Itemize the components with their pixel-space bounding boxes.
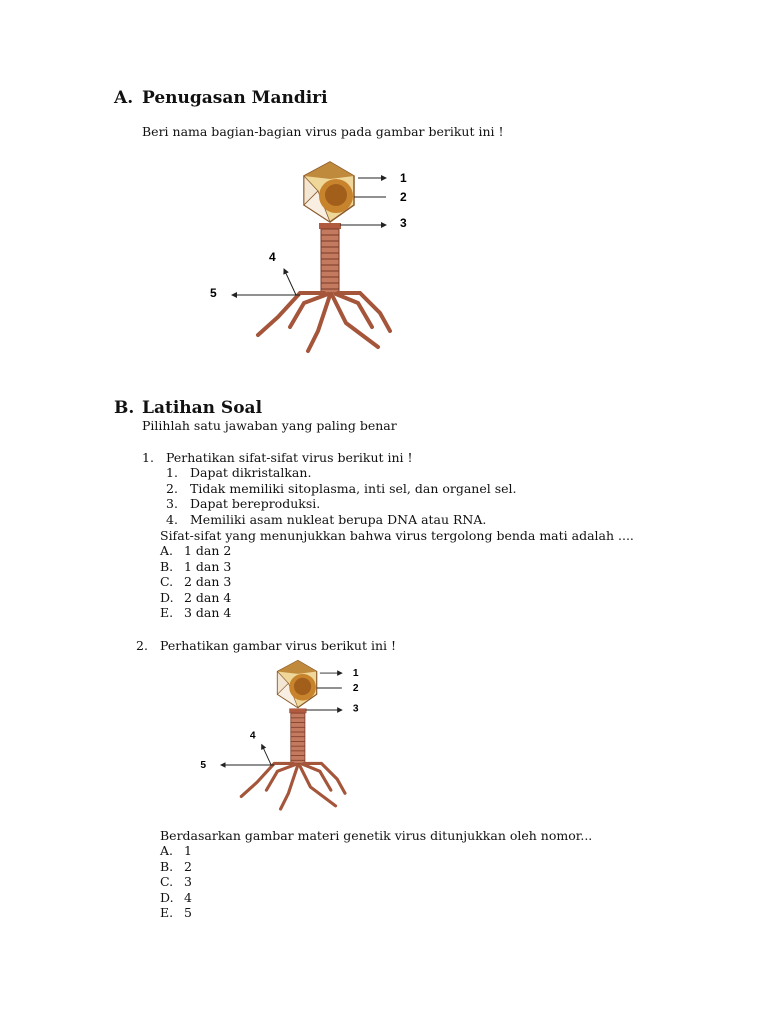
section-a-heading [114, 88, 328, 108]
option-item[interactable]: A. 1 [160, 843, 192, 858]
question-1-prompt: Sifat-sifat yang menunjukkan bahwa virus tergolong benda mati adalah .... [160, 528, 634, 543]
question-1-text: Perhatikan sifat-sifat virus berikut ini ! [166, 450, 413, 465]
label-5: 5 [210, 286, 217, 300]
option-item[interactable]: B. 2 [160, 858, 192, 874]
question-2-number: 2. [136, 638, 148, 653]
section-b-instruction: Pilihlah satu jawaban yang paling benar [142, 418, 397, 433]
label-4: 4 [249, 730, 256, 742]
section-b-heading [114, 398, 262, 418]
label-1: 1 [400, 171, 407, 185]
label-2: 2 [352, 683, 359, 695]
question-2 [136, 638, 396, 654]
statement-item: 4. Memiliki asam nukleat berupa DNA atau RNA. [166, 511, 487, 527]
statement-item: 1. Dapat dikristalkan. [166, 465, 312, 480]
section-a-instruction: Beri nama bagian-bagian virus pada gambar berikut ini ! [142, 124, 504, 139]
option-item[interactable]: A. 1 dan 2 [160, 543, 232, 558]
option-item[interactable]: D. 2 dan 4 [160, 589, 232, 605]
label-5: 5 [200, 760, 207, 772]
section-b-letter: B. [114, 398, 135, 418]
option-item[interactable]: E. 5 [160, 905, 192, 921]
statement-item: 3. Dapat bereproduksi. [166, 496, 321, 512]
question-2-prompt: Berdasarkan gambar materi genetik virus ditunjukkan oleh nomor... [160, 828, 593, 843]
label-3: 3 [400, 216, 407, 230]
question-1-number: 1. [142, 450, 154, 465]
label-2: 2 [400, 190, 407, 204]
label-4: 4 [269, 250, 276, 264]
virus-diagram-b [195, 655, 385, 820]
question-2-options [160, 843, 192, 921]
section-a-title: Penugasan Mandiri [142, 88, 328, 108]
option-item[interactable]: E. 3 dan 4 [160, 605, 232, 621]
statement-item: 2. Tidak memiliki sitoplasma, inti sel, dan organel sel. [166, 480, 517, 496]
option-item[interactable]: C. 3 [160, 874, 192, 890]
label-1: 1 [352, 668, 359, 680]
option-item[interactable]: C. 2 dan 3 [160, 574, 232, 590]
option-item[interactable]: B. 1 dan 3 [160, 558, 232, 574]
section-a-letter: A. [114, 88, 134, 108]
question-1-options [160, 543, 231, 621]
question-2-text: Perhatikan gambar virus berikut ini ! [160, 638, 397, 653]
label-3: 3 [352, 703, 359, 715]
question-1-statements [166, 465, 517, 527]
option-item[interactable]: D. 4 [160, 889, 192, 905]
question-1 [142, 450, 413, 466]
section-b-title: Latihan Soal [142, 398, 263, 418]
virus-diagram-a [200, 155, 440, 365]
